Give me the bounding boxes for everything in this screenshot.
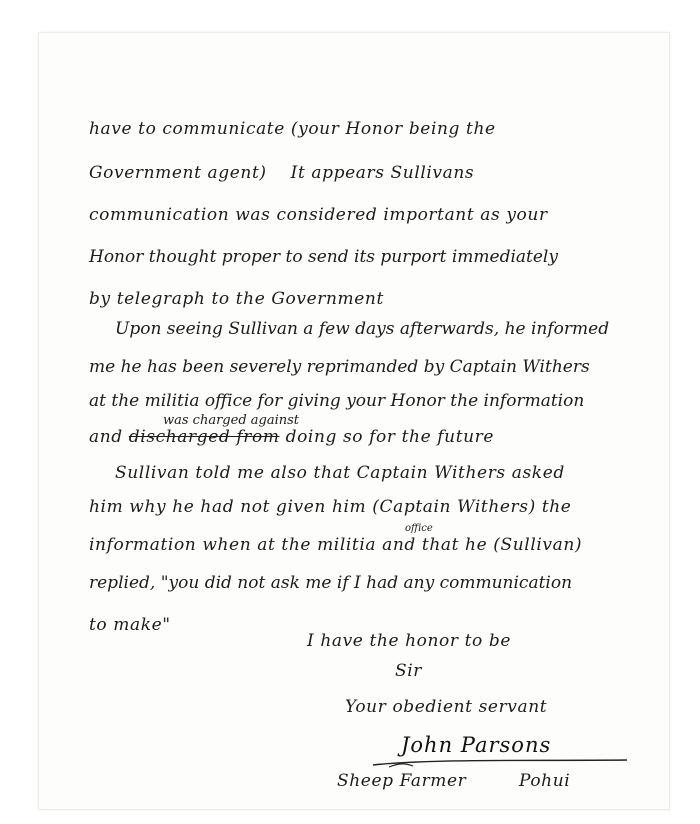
letter-line-13: replied, "you did not ask me if I had any communication: [89, 573, 573, 593]
letter-line-12b: and that he (Sullivan): [382, 535, 583, 555]
letter-line-6: Upon seeing Sullivan a few days afterwards, he informed: [115, 319, 610, 339]
inserted-word: office: [405, 523, 433, 534]
letter-line-7: me he has been severely reprimanded by Captain Withers: [89, 357, 590, 377]
letter-line-5: by telegraph to the Government: [89, 289, 384, 309]
struck-text: discharged from: [128, 427, 280, 447]
letter-line-12: [89, 535, 582, 555]
letter-line-10: Sullivan told me also that Captain Withers asked: [115, 463, 565, 483]
signature: John Parsons: [401, 733, 552, 757]
letter-line-11: him why he had not given him (Captain Withers) the: [89, 497, 572, 517]
inserted-correction: was charged against: [163, 413, 300, 428]
letter-line-12a: information when at the militia: [89, 535, 377, 555]
letter-line-8: at the militia office for giving your Honor the information: [89, 391, 585, 411]
letter-line-14: to make": [89, 615, 171, 635]
signer-place: Pohui: [519, 771, 571, 791]
letter-line-2: [89, 163, 474, 183]
letter-line-9: [89, 427, 494, 447]
letter-line-2b: It appears Sullivans: [290, 163, 475, 183]
letter-line-3: communication was considered important as your: [89, 205, 548, 225]
signer-title: Sheep Farmer: [337, 771, 467, 791]
letter-line-1: have to communicate (your Honor being the: [89, 119, 496, 139]
signature-underline: [369, 755, 634, 771]
letter-line-9a: and: [89, 427, 123, 447]
letter-line-9b: doing so for the future: [285, 427, 495, 447]
letter-line-2a: Government agent): [89, 163, 267, 183]
closing-line-3: Your obedient servant: [345, 697, 548, 717]
closing-line-2: Sir: [395, 661, 423, 681]
closing-line-1: I have the honor to be: [307, 631, 512, 651]
letter-line-4: Honor thought proper to send its purport immediately: [89, 247, 558, 267]
letter-page: [38, 32, 670, 810]
